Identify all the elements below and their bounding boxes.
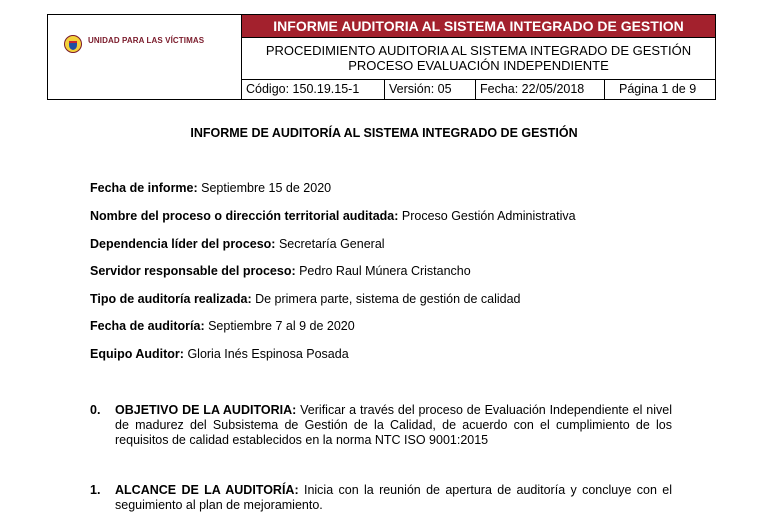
report-title-bar: INFORME AUDITORIA AL SISTEMA INTEGRADO DE GESTION [242,15,715,37]
process-name: PROCESO EVALUACIÓN INDEPENDIENTE [348,58,609,73]
field-value: Septiembre 15 de 2020 [197,181,332,195]
procedure-row [242,37,715,79]
field-value: De primera parte, sistema de gestión de calidad [251,292,521,306]
field-value: Gloria Inés Espinosa Posada [183,347,349,361]
page-number: Página 1 de 9 [604,80,715,99]
section-number: 1. [90,483,101,497]
section-scope [90,483,672,513]
section-number: 0. [90,403,101,417]
field-label: Nombre del proceso o dirección territorial auditada: [90,209,399,223]
section-text: Inicia con la reunión de apertura de auditoría y concluye con el seguimiento al plan de mejoramiento. [115,483,672,512]
section-body [115,483,672,513]
field-report-date [90,181,331,195]
logo-text: UNIDAD PARA LAS VÍCTIMAS [88,36,205,45]
field-lead-dependency [90,237,385,251]
field-value: Septiembre 7 al 9 de 2020 [204,319,355,333]
document-code: Código: 150.19.15-1 [246,82,360,96]
section-text: Verificar a través del proceso de Evaluación Independiente el nivel de madurez del Subsistema de Gestión de la Calidad, de acuerdo con el cumplimiento de los requisitos de calidad establecidos en la norma NTC ISO 9001:2015 [115,403,672,447]
field-audit-type [90,292,521,306]
field-label: Fecha de informe: [90,181,198,195]
field-process-name [90,209,576,223]
document-title: INFORME DE AUDITORÍA AL SISTEMA INTEGRADO DE GESTIÓN [190,126,578,140]
coat-of-arms-icon [64,35,82,53]
field-audit-team [90,347,349,361]
section-heading: ALCANCE DE LA AUDITORÍA: [115,483,299,497]
field-label: Tipo de auditoría realizada: [90,292,252,306]
field-value: Pedro Raul Múnera Cristancho [295,264,471,278]
document-date: Fecha: 22/05/2018 [475,80,604,99]
section-objective [90,403,672,448]
field-value: Secretaría General [275,237,385,251]
field-audit-date [90,319,355,333]
field-label: Dependencia líder del proceso: [90,237,276,251]
field-label: Fecha de auditoría: [90,319,205,333]
field-label: Equipo Auditor: [90,347,184,361]
field-label: Servidor responsable del proceso: [90,264,296,278]
section-heading: OBJETIVO DE LA AUDITORIA: [115,403,297,417]
field-responsible-officer [90,264,471,278]
section-body [115,403,672,448]
procedure-name: PROCEDIMIENTO AUDITORIA AL SISTEMA INTEGRADO DE GESTIÓN [265,43,692,58]
field-value: Proceso Gestión Administrativa [398,209,576,223]
metadata-row [242,79,715,99]
document-version: Versión: 05 [384,80,475,99]
document-header-table [47,14,716,100]
logo-cell [48,15,242,99]
